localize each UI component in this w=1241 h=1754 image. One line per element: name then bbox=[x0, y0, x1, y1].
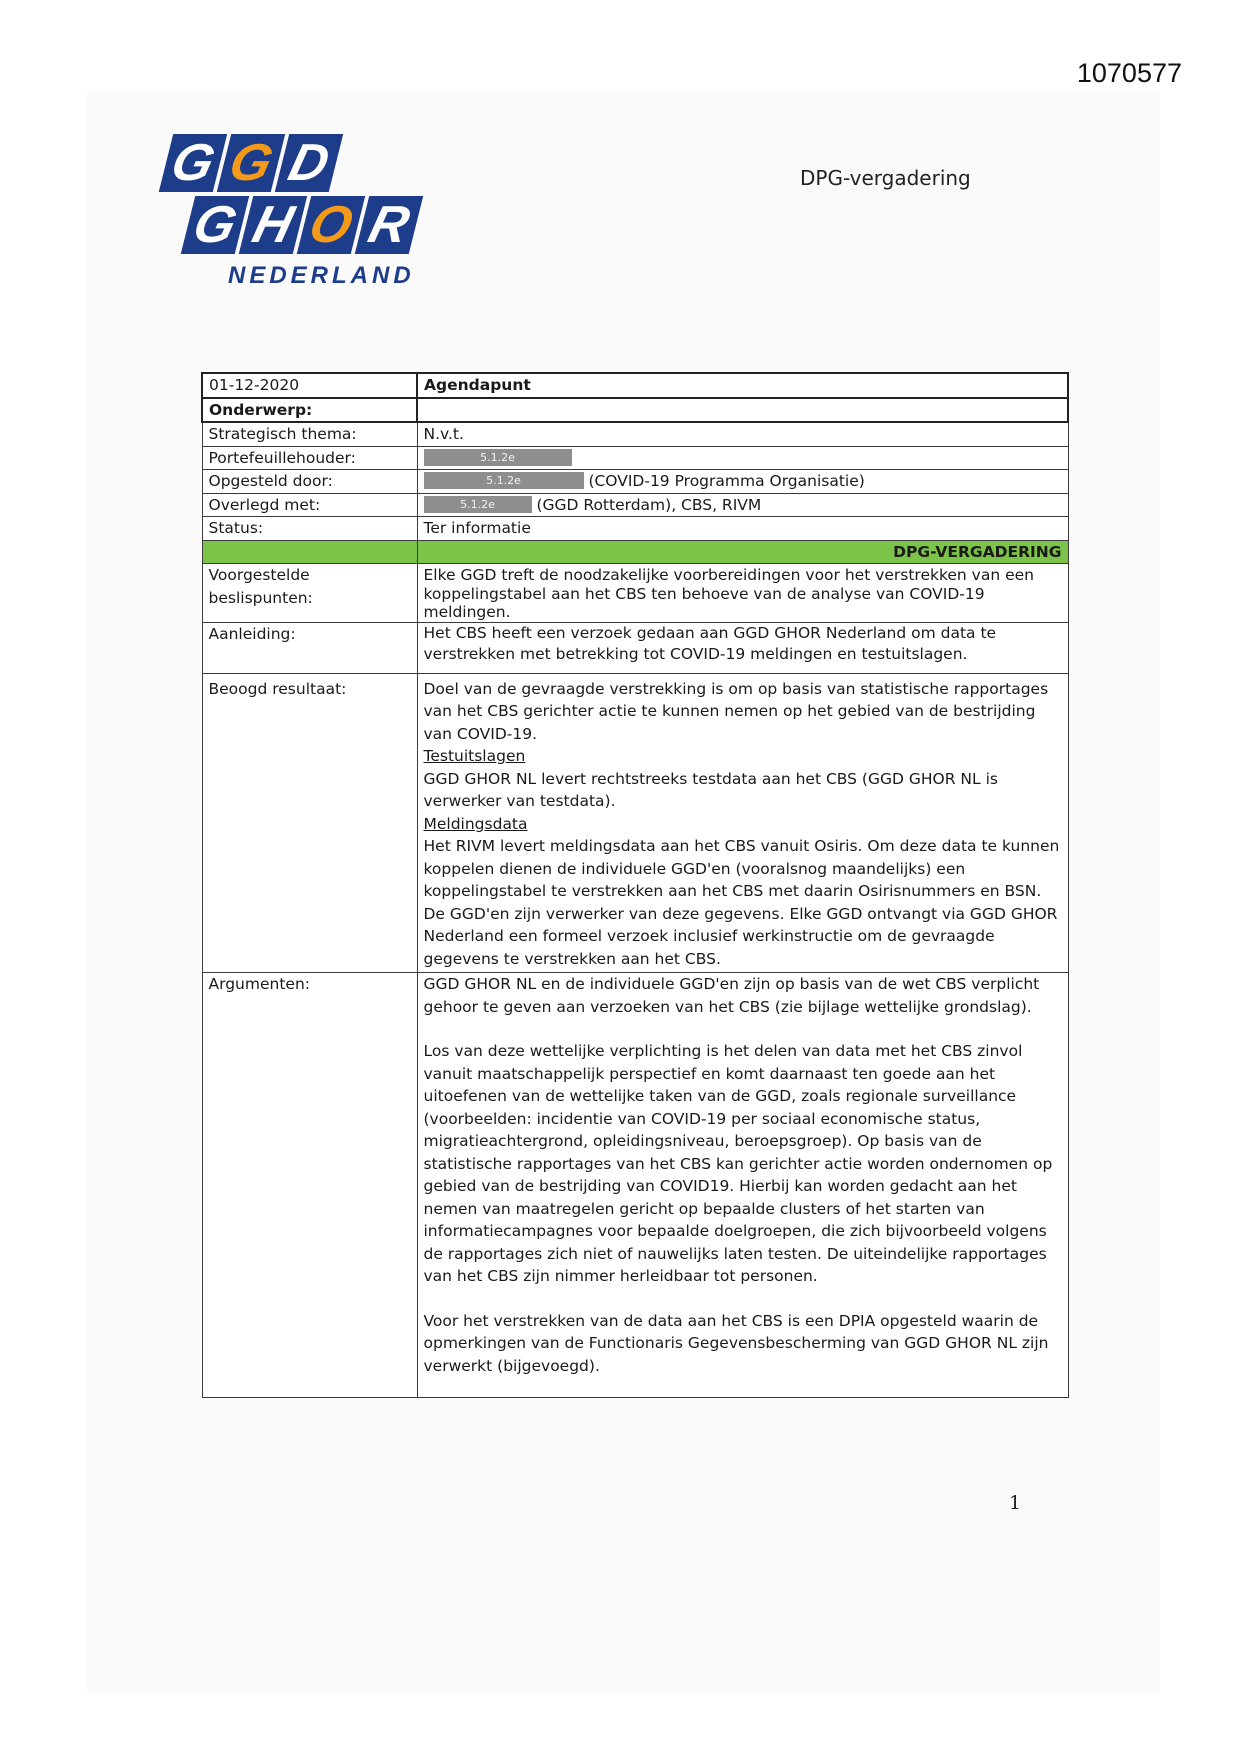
table-row bbox=[202, 422, 1068, 446]
beslispunten-value: Elke GGD treft de noodzakelijke voorbereidingen voor het verstrekken van een koppelingstabel aan het CBS ten behoeve van de analyse van COVID-19 meldingen. bbox=[417, 564, 1068, 623]
argumenten-label: Argumenten: bbox=[202, 973, 417, 1398]
opgesteld-value bbox=[417, 470, 1068, 494]
table-row bbox=[202, 564, 1068, 623]
paragraph-gap bbox=[424, 1288, 1062, 1310]
resultaat-value bbox=[417, 673, 1068, 973]
argumenten-paragraph: GGD GHOR NL en de individuele GGD'en zijn op basis van de wet CBS verplicht gehoor te geven aan verzoeken van het CBS (zie bijlage wettelijke grondslag). bbox=[423, 975, 1040, 1016]
thema-label: Strategisch thema: bbox=[202, 422, 417, 446]
logo-letter: G bbox=[159, 134, 227, 192]
table-row bbox=[202, 517, 1068, 541]
table-row bbox=[202, 973, 1068, 1398]
redaction-box: 5.1.2e bbox=[424, 449, 572, 466]
section-header-row bbox=[202, 540, 1068, 564]
table-row bbox=[202, 398, 1068, 423]
beslispunten-label-line: beslispunten: bbox=[208, 588, 313, 607]
status-label: Status: bbox=[202, 517, 417, 541]
redaction-box: 5.1.2e bbox=[424, 472, 584, 489]
logo-subtitle: NEDERLAND bbox=[228, 262, 415, 289]
agendapunt-cell: Agendapunt bbox=[417, 373, 1068, 398]
opgesteld-suffix: (COVID-19 Programma Organisatie) bbox=[588, 472, 865, 490]
aanleiding-value: Het CBS heeft een verzoek gedaan aan GGD GHOR Nederland om data te verstrekken met betrekking tot COVID-19 meldingen en testuitslagen. bbox=[417, 622, 1068, 673]
overlegd-label: Overlegd met: bbox=[202, 493, 417, 517]
section-label: DPG-VERGADERING bbox=[417, 540, 1068, 564]
table-row bbox=[202, 446, 1068, 470]
resultaat-intro: Doel van de gevraagde verstrekking is om op basis van statistische rapportages van het CBS gerichter actie te kunnen nemen op het gebied van de bestrijding van COVID-19. bbox=[423, 679, 1049, 743]
agenda-table bbox=[201, 372, 1069, 1398]
table-row bbox=[202, 673, 1068, 973]
testuitslagen-heading: Testuitslagen bbox=[423, 747, 526, 765]
beslispunten-label-line: Voorgestelde bbox=[208, 566, 310, 584]
logo-letter: G bbox=[181, 196, 249, 254]
logo-letter: H bbox=[239, 196, 307, 254]
argumenten-paragraph: Voor het verstrekken van de data aan het CBS is een DPIA opgesteld waarin de opmerkingen van de Functionaris Gegevensbescherming van GGD GHOR NL zijn verwerkt (bijgevoegd). bbox=[423, 1311, 1049, 1375]
thema-value: N.v.t. bbox=[417, 422, 1068, 446]
portefeuille-label: Portefeuillehouder: bbox=[202, 446, 417, 470]
table-row bbox=[202, 470, 1068, 494]
ggd-ghor-logo bbox=[160, 134, 445, 294]
testuitslagen-text: GGD GHOR NL levert rechtstreeks testdata aan het CBS (GGD GHOR NL is verwerker van testdata). bbox=[423, 769, 998, 810]
table-row bbox=[202, 373, 1068, 398]
logo-letter: O bbox=[297, 196, 365, 254]
section-empty-cell bbox=[202, 540, 417, 564]
overlegd-suffix: (GGD Rotterdam), CBS, RIVM bbox=[536, 495, 762, 514]
resultaat-label: Beoogd resultaat: bbox=[202, 673, 417, 973]
onderwerp-value bbox=[417, 398, 1068, 423]
opgesteld-label: Opgesteld door: bbox=[202, 470, 417, 494]
beslispunten-label bbox=[202, 564, 417, 623]
logo-row-ggd bbox=[166, 134, 340, 192]
table-row bbox=[202, 622, 1068, 673]
logo-letter: D bbox=[275, 134, 343, 192]
redaction-box: 5.1.2e bbox=[424, 496, 532, 513]
logo-letter: G bbox=[217, 134, 285, 192]
logo-letter: R bbox=[355, 196, 423, 254]
meeting-title: DPG-vergadering bbox=[800, 166, 971, 190]
portefeuille-value bbox=[417, 446, 1068, 470]
table-row bbox=[202, 493, 1068, 517]
page-number: 1 bbox=[1009, 1492, 1022, 1514]
onderwerp-label: Onderwerp: bbox=[202, 398, 417, 423]
date-cell: 01-12-2020 bbox=[202, 373, 417, 398]
status-value: Ter informatie bbox=[417, 517, 1068, 541]
meldingsdata-text: Het RIVM levert meldingsdata aan het CBS vanuit Osiris. Om deze data te kunnen koppelen dienen de individuele GGD'en (vooralsnog maandelijks) een koppelingstabel te verstrekken aan het CBS met daarin Osirisnummers en BSN. De GGD'en zijn verwerker van deze gegevens. Elke GGD ontvangt via GGD GHOR Nederland een formeel verzoek inclusief werkinstructie om de gevraagde gegevens te verstrekken aan het CBS. bbox=[423, 837, 1060, 968]
paragraph-gap bbox=[424, 1018, 1062, 1040]
argumenten-value bbox=[417, 973, 1068, 1398]
logo-row-ghor bbox=[188, 196, 420, 254]
document-number: 1070577 bbox=[1076, 58, 1182, 88]
aanleiding-label: Aanleiding: bbox=[202, 622, 417, 673]
argumenten-paragraph: Los van deze wettelijke verplichting is het delen van data met het CBS zinvol vanuit maatschappelijk perspectief en komt daarnaast ten goede aan het uitoefenen van de wettelijke taken van de GGD, zoals regionale surveillance (voorbeelden: incidentie van COVID-19 per sociaal economische status, migratieachtergrond, opleidingsniveau, beroepsgroep). Op basis van de statistische rapportages van het CBS kan gerichter actie worden ondernomen op gebied van de bestrijding van COVID19. Hierbij kan worden gedacht aan het nemen van maatregelen gericht op bepaalde clusters of het starten van informatiecampagnes voor bepaalde doelgroepen, die zich bijvoorbeeld volgens de rapportages zich niet of nauwelijks laten testen. De uiteindelijke rapportages van het CBS zijn nimmer herleidbaar tot personen. bbox=[423, 1042, 1053, 1285]
overlegd-value bbox=[417, 493, 1068, 517]
meldingsdata-heading: Meldingsdata bbox=[423, 814, 528, 833]
